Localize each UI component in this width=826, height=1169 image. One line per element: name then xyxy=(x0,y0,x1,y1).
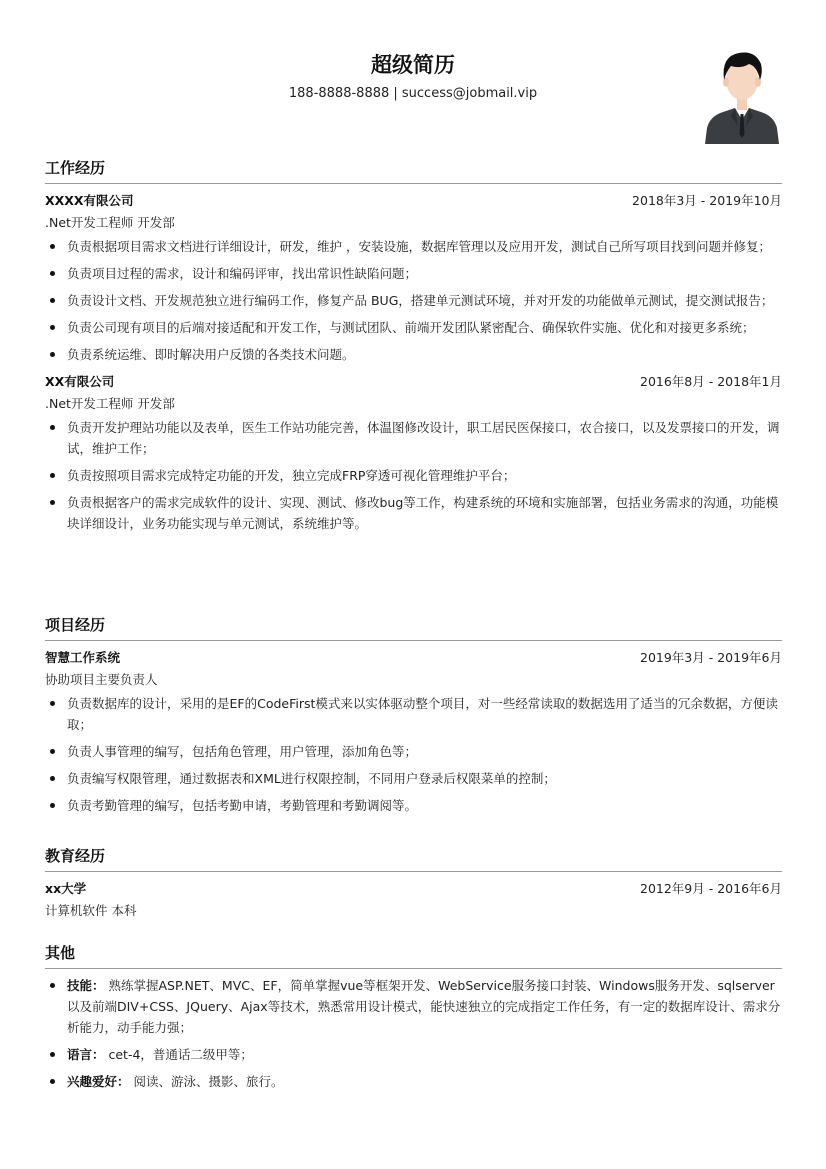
work-section xyxy=(45,157,782,540)
list-item: 负责项目过程的需求，设计和编码评审，找出常识性缺陷问题； xyxy=(45,263,782,284)
resume-header xyxy=(0,50,826,103)
date-range: 2018年3月 - 2019年10月 xyxy=(632,193,782,208)
work-entry xyxy=(45,371,782,534)
list-item xyxy=(45,1044,782,1065)
list-item xyxy=(45,1071,782,1092)
project-bullets xyxy=(45,693,782,816)
list-item: 负责公司现有项目的后端对接适配和开发工作，与测试团队、前端开发团队紧密配合、确保软件实施、优化和对接更多系统； xyxy=(45,317,782,338)
work-entry xyxy=(45,190,782,365)
job-role: .Net开发工程师 开发部 xyxy=(45,396,175,411)
list-item: 负责人事管理的编写，包括角色管理，用户管理，添加角色等； xyxy=(45,741,782,762)
other-section-title: 其他 xyxy=(45,942,782,969)
work-bullets xyxy=(45,417,782,534)
language-text: cet-4，普通话二级甲等； xyxy=(104,1047,253,1062)
hobbies-label: 兴趣爱好： xyxy=(67,1074,130,1089)
list-item: 负责设计文档、开发规范独立进行编码工作，修复产品 BUG，搭建单元测试环境，并对开发的功能做单元测试，提交测试报告； xyxy=(45,290,782,311)
date-range: 2016年8月 - 2018年1月 xyxy=(640,374,782,389)
list-item: 负责系统运维、即时解决用户反馈的各类技术问题。 xyxy=(45,344,782,365)
hobbies-text: 阅读、游泳、摄影、旅行。 xyxy=(129,1074,284,1089)
date-range: 2012年9月 - 2016年6月 xyxy=(640,881,782,896)
project-entry xyxy=(45,647,782,816)
list-item: 负责开发护理站功能以及表单，医生工作站功能完善，体温图修改设计，职工居民医保接口，农合接口，以及发票接口的开发，调试，维护工作； xyxy=(45,417,782,459)
date-range: 2019年3月 - 2019年6月 xyxy=(640,650,782,665)
person-avatar-icon xyxy=(705,44,779,144)
project-role: 协助项目主要负责人 xyxy=(45,672,158,687)
education-section xyxy=(45,845,782,922)
education-section-title: 教育经历 xyxy=(45,845,782,872)
skills-label: 技能： xyxy=(67,978,105,993)
list-item: 负责根据项目需求文档进行详细设计，研发，维护 ，安装设施，数据库管理以及应用开发，测试自己所写项目找到问题并修复； xyxy=(45,236,782,257)
project-section-title: 项目经历 xyxy=(45,614,782,641)
company-name: XXXX有限公司 xyxy=(45,193,134,208)
school-name: xx大学 xyxy=(45,881,87,896)
other-bullets xyxy=(45,975,782,1092)
job-role: .Net开发工程师 开发部 xyxy=(45,215,175,230)
company-name: XX有限公司 xyxy=(45,374,115,389)
other-section xyxy=(45,942,782,1098)
list-item: 负责根据客户的需求完成软件的设计、实现、测试、修改bug等工作，构建系统的环境和实施部署，包括业务需求的沟通，功能模块详细设计，业务功能实现与单元测试，系统维护等。 xyxy=(45,492,782,534)
list-item: 负责数据库的设计，采用的是EF的CodeFirst模式来以实体驱动整个项目，对一些经常读取的数据选用了适当的冗余数据，方便读取； xyxy=(45,693,782,735)
project-name: 智慧工作系统 xyxy=(45,650,121,665)
education-entry xyxy=(45,878,782,922)
resume-name: 超级简历 xyxy=(371,53,455,77)
skills-text: 熟练掌握ASP.NET、MVC、EF，简单掌握vue等框架开发、WebService服务接口封装、Windows服务开发、sqlserver以及前端DIV+CSS、JQuery、Ajax等技术，熟悉常用设计模式，能快速独立的完成指定工作任务，有一定的数据库设计、需求分析能力，动手能力强； xyxy=(67,978,781,1035)
contact-info: 188-8888-8888 | success@jobmail.vip xyxy=(288,86,538,101)
language-label: 语言： xyxy=(67,1047,105,1062)
work-section-title: 工作经历 xyxy=(45,157,782,184)
project-section xyxy=(45,614,782,822)
list-item xyxy=(45,975,782,1038)
work-bullets xyxy=(45,236,782,365)
list-item: 负责按照项目需求完成特定功能的开发，独立完成FRP穿透可视化管理维护平台； xyxy=(45,465,782,486)
major-degree: 计算机软件 本科 xyxy=(45,903,137,918)
avatar xyxy=(705,44,779,144)
list-item: 负责考勤管理的编写，包括考勤申请，考勤管理和考勤调阅等。 xyxy=(45,795,782,816)
list-item: 负责编写权限管理，通过数据表和XML进行权限控制，不同用户登录后权限菜单的控制； xyxy=(45,768,782,789)
